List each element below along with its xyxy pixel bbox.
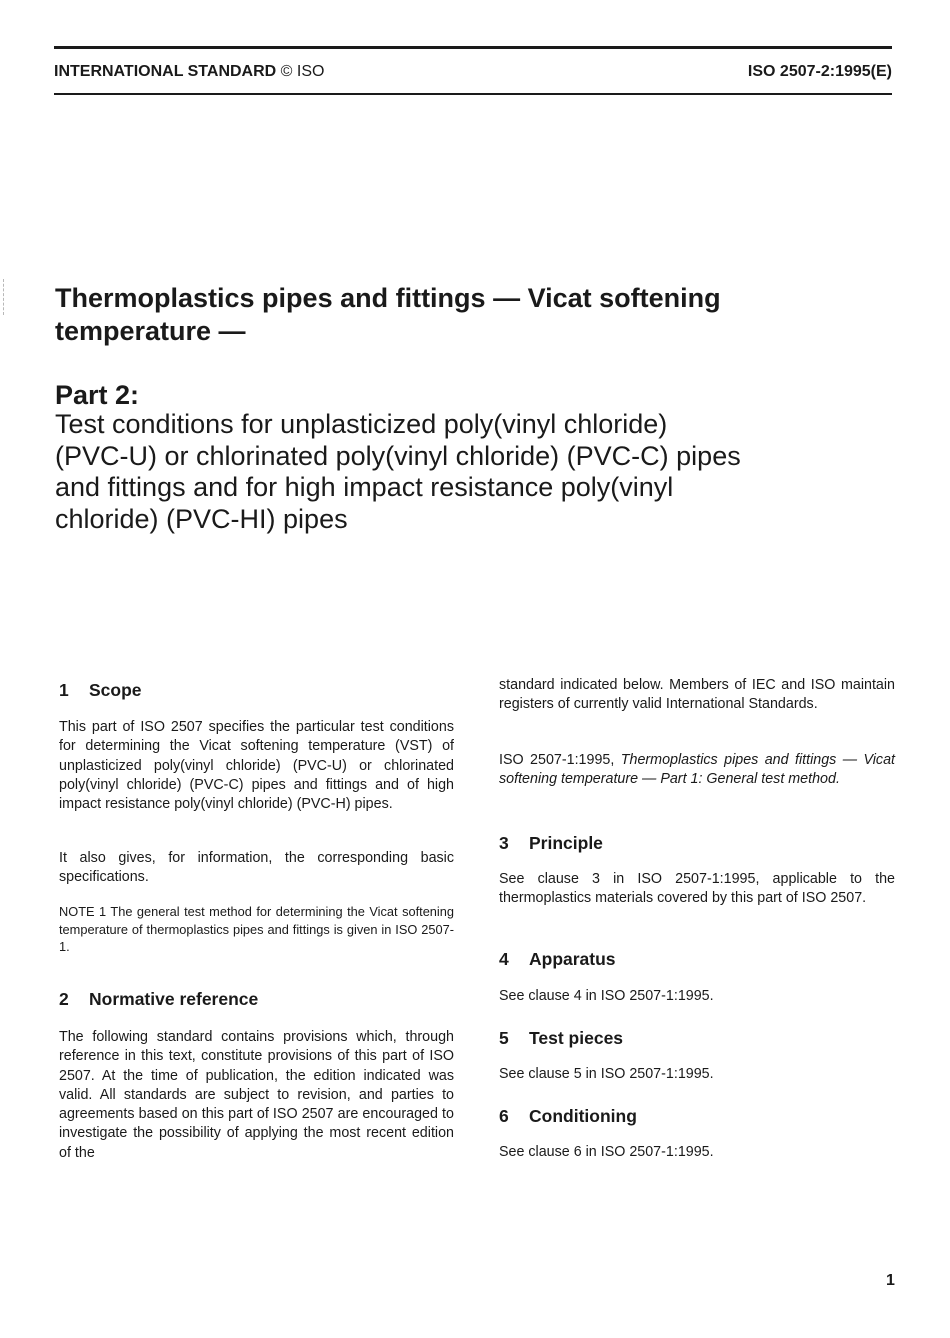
section-title: Normative reference bbox=[89, 989, 259, 1009]
citation-code: ISO 2507-1:1995, bbox=[499, 752, 615, 768]
section-title: Scope bbox=[89, 680, 142, 700]
page-number: 1 bbox=[886, 1272, 895, 1289]
section-number: 2 bbox=[59, 989, 69, 1009]
part-label: Part 2: bbox=[55, 380, 140, 410]
header-bottom-rule bbox=[54, 93, 892, 95]
document-title bbox=[55, 282, 895, 348]
section-number: 6 bbox=[499, 1106, 509, 1126]
citation-title: Thermoplastics pipes and fittings — Vicat softening temperature — Part 1: General test method. bbox=[499, 752, 895, 788]
subtitle-line-2: (PVC-U) or chlorinated poly(vinyl chloride) (PVC-C) pipes bbox=[55, 440, 741, 471]
section-number: 3 bbox=[499, 833, 509, 853]
title-line-2: temperature — bbox=[55, 316, 246, 346]
normative-reference-citation bbox=[499, 751, 895, 790]
section-title: Conditioning bbox=[529, 1106, 637, 1126]
subtitle-line-3: and fittings and for high impact resistance poly(vinyl bbox=[55, 472, 674, 502]
principle-paragraph: See clause 3 in ISO 2507-1:1995, applicable to the thermoplastics materials covered by this part of ISO 2507. bbox=[499, 871, 895, 907]
subtitle-line-4: chloride) (PVC-HI) pipes bbox=[55, 503, 348, 534]
section-heading-apparatus bbox=[499, 948, 616, 970]
section-heading-normative-reference bbox=[59, 988, 258, 1010]
section-title: Apparatus bbox=[529, 949, 616, 969]
section-heading-test-pieces bbox=[499, 1027, 623, 1049]
margin-scan-marks bbox=[3, 279, 6, 315]
section-heading-scope bbox=[59, 679, 142, 701]
title-line-1: Thermoplastics pipes and fittings — Vicat softening bbox=[55, 283, 721, 313]
section-title: Test pieces bbox=[529, 1028, 624, 1048]
section-number: 5 bbox=[499, 1028, 509, 1048]
apparatus-paragraph: See clause 4 in ISO 2507-1:1995. bbox=[499, 988, 714, 1004]
section-heading-conditioning bbox=[499, 1105, 637, 1127]
section-heading-principle bbox=[499, 832, 603, 854]
scope-paragraph-1: This part of ISO 2507 specifies the particular test conditions for determining the Vicat softening temperature (VST) of unplasticized poly(vinyl chloride) (PVC-U) or chlorinated poly(vinyl chloride) (PVC-C) pipes and fittings and of high impact resistance poly(vinyl chloride) (PVC-H) pipes. bbox=[59, 719, 454, 813]
scope-note: NOTE 1 The general test method for determining the Vicat softening temperature of thermoplastics pipes and fittings is given in ISO 2507-1. bbox=[59, 904, 454, 955]
part-subtitle bbox=[55, 409, 895, 535]
normative-reference-paragraph: The following standard contains provisions which, through reference in this text, constitute provisions of this part of ISO 2507. At the time of publication, the edition indicated was valid. All standards are subject to revision, and parties to agreements based on this part of ISO 2507 are encouraged to investigate the possibility of applying the most recent edition of the bbox=[59, 1029, 454, 1161]
copyright-notice: © ISO bbox=[280, 63, 325, 80]
normative-reference-continued: standard indicated below. Members of IEC and ISO maintain registers of currently valid International Standards. bbox=[499, 677, 895, 713]
subtitle-line-1: Test conditions for unplasticized poly(vinyl chloride) bbox=[55, 409, 668, 439]
header-top-rule bbox=[54, 46, 892, 49]
document-number: ISO 2507-2:1995(E) bbox=[747, 63, 892, 80]
section-title: Principle bbox=[529, 833, 603, 853]
header-standard-label bbox=[54, 63, 324, 81]
standard-type: INTERNATIONAL STANDARD bbox=[54, 63, 277, 80]
conditioning-paragraph: See clause 6 in ISO 2507-1:1995. bbox=[499, 1144, 714, 1160]
section-number: 4 bbox=[499, 949, 509, 969]
test-pieces-paragraph: See clause 5 in ISO 2507-1:1995. bbox=[499, 1066, 714, 1082]
section-number: 1 bbox=[59, 680, 69, 700]
scope-paragraph-2: It also gives, for information, the corresponding basic specifications. bbox=[59, 850, 454, 886]
